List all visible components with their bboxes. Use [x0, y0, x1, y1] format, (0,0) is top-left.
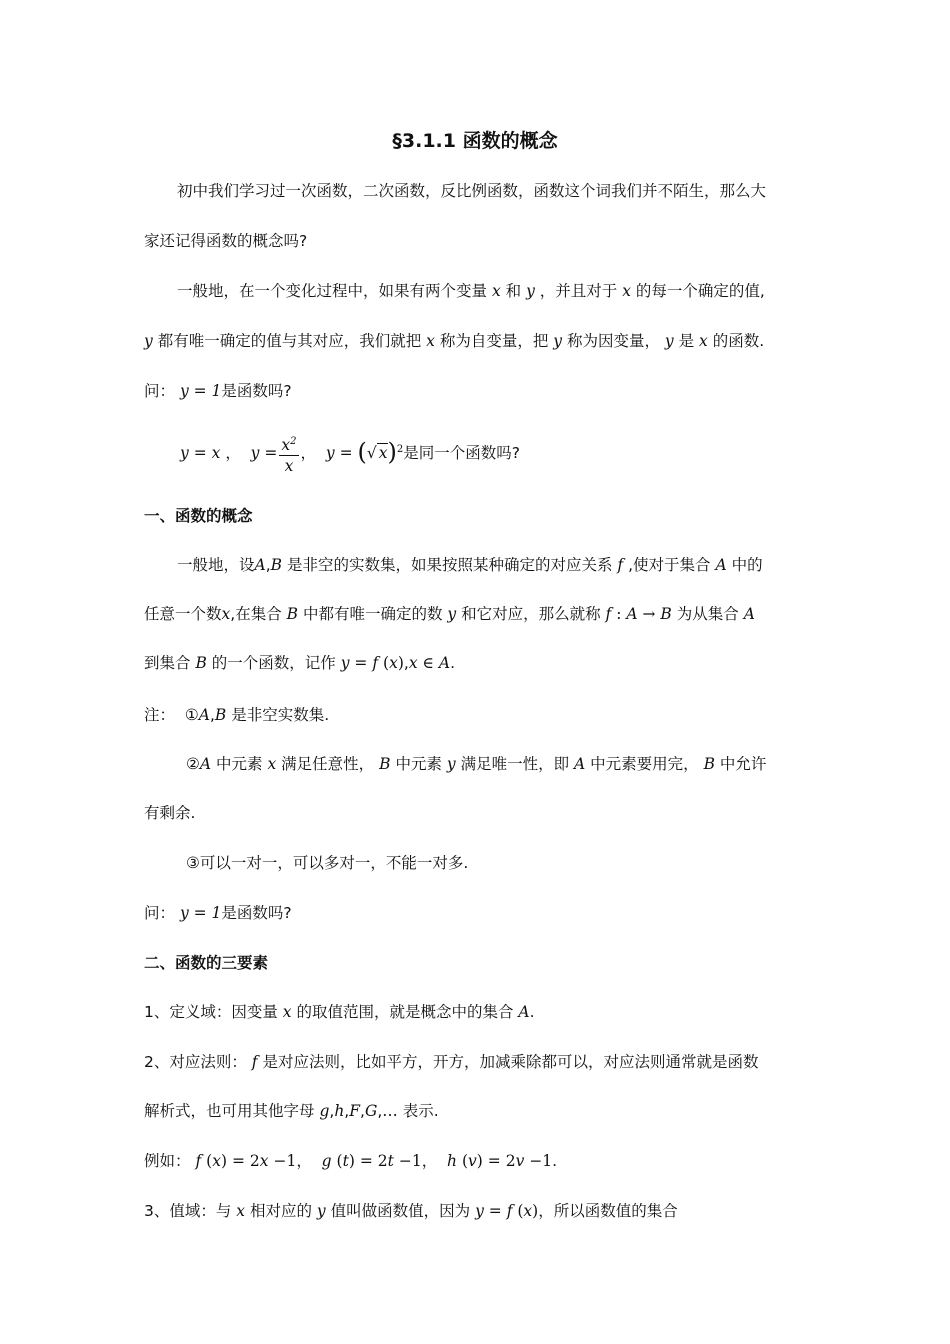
element-1-domain: 1、定义域：因变量 x 的取值范围，就是概念中的集合 A.	[144, 1003, 535, 1021]
note-3: ③可以一对一，可以多对一，不能一对多.	[186, 854, 469, 872]
old-definition-line-2: y 都有唯一确定的值与其对应，我们就把 x 称为自变量，把 y 称为因变量， y 是 x 的函数.	[144, 332, 765, 350]
intro-line-1: 初中我们学习过一次函数，二次函数，反比例函数，函数这个词我们并不陌生，那么大	[177, 182, 767, 200]
note-2-line-1: ②A 中元素 x 满足任意性， B 中元素 y 满足唯一性，即 A 中元素要用完， B 中允许	[186, 755, 767, 773]
question-3: 问： y = 1是函数吗?	[144, 904, 292, 922]
intro-line-2: 家还记得函数的概念吗?	[144, 232, 308, 250]
example-line: 例如： f (x) = 2x −1， g (t) = 2t −1， h (v) = 2v −1.	[144, 1152, 558, 1170]
note-2-line-2: 有剩余.	[144, 804, 196, 822]
question-2: y = x ， y = $\frac{x^2}{x}$ ， y = (√ x)$^2$是同一个函数吗?	[180, 428, 844, 476]
element-2-rule-line-2: 解析式，也可用其他字母 g,h,F,G,… 表示.	[144, 1102, 439, 1120]
section-1-heading: 一、函数的概念	[144, 507, 253, 525]
section-2-heading: 二、函数的三要素	[144, 954, 269, 972]
question-1: 问： y = 1是函数吗?	[144, 382, 292, 400]
section-1-line-3: 到集合 B 的一个函数，记作 y = f (x),x ∈ A.	[144, 654, 456, 672]
section-1-line-2: 任意一个数x,在集合 B 中都有唯一确定的数 y 和它对应，那么就称 f : A → B 为从集合 A	[144, 605, 755, 623]
page-title: §3.1.1 函数的概念	[392, 130, 558, 152]
section-1-line-1: 一般地，设A,B 是非空的实数集，如果按照某种确定的对应关系 f ,使对于集合 A 中的	[177, 556, 763, 574]
fraction-x-squared-over-x: $\frac{x^2}{x}$	[279, 432, 298, 476]
element-3-range: 3、值域：与 x 相对应的 y 值叫做函数值，因为 y = f (x)，所以函数值的集合	[144, 1202, 678, 1220]
note-1: 注： ①A,B 是非空实数集.	[144, 706, 330, 724]
old-definition-line-1: 一般地，在一个变化过程中，如果有两个变量 x 和 y ，并且对于 x 的每一个确定的值,	[177, 282, 765, 300]
element-2-rule-line-1: 2、对应法则： f 是对应法则，比如平方，开方，加减乘除都可以，对应法则通常就是函数	[144, 1053, 759, 1071]
